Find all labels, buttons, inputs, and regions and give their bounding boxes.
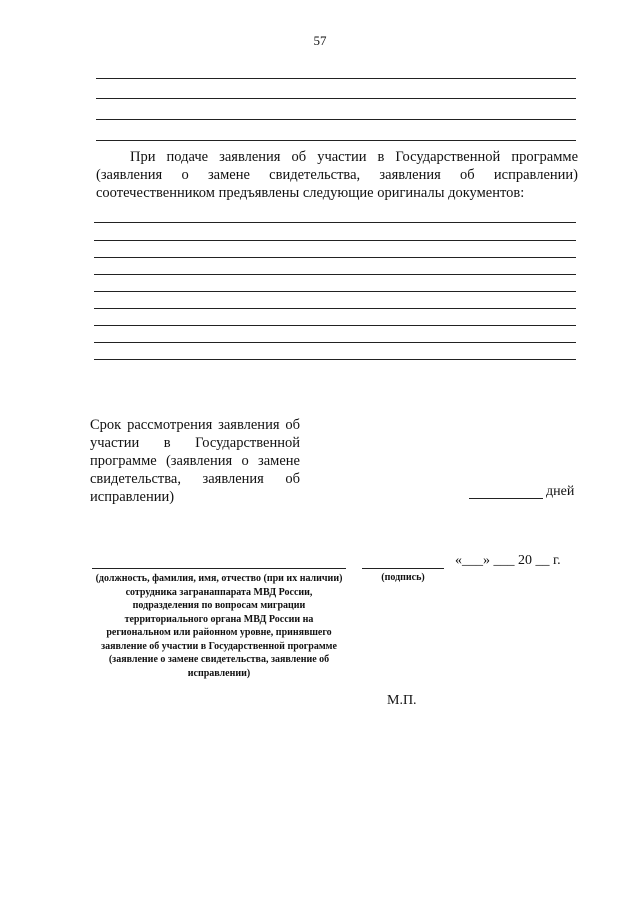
blank-line [94, 359, 576, 360]
blank-line [94, 308, 576, 309]
blank-line [96, 119, 576, 120]
official-caption: (должность, фамилия, имя, отчество (при их наличии) сотрудника загранаппарата МВД России, подразделения по вопросам миграции территориального органа МВД России на региональном или районном уровне, принявшего заявление об участии в Государственной программе (заявление о замене свидетельства, заявление об исправлении) [95, 573, 343, 679]
blank-line [96, 78, 576, 79]
blank-line [94, 274, 576, 275]
blank-line [96, 98, 576, 99]
documents-paragraph: При подаче заявления об участии в Государственной программе (заявления о замене свидетельства, заявления об исправлении) соотечественником предъявлены следующие оригиналы документов: [96, 149, 578, 201]
blank-line [94, 240, 576, 241]
page-number: 57 [313, 33, 327, 48]
days-blank [469, 498, 543, 499]
blank-line [94, 291, 576, 292]
signature-caption: (подпись) [381, 572, 425, 583]
blank-line [94, 342, 576, 343]
stamp-place: М.П. [387, 693, 417, 708]
date-field: «___» ___ 20 __ г. [455, 553, 561, 568]
review-term-label: Срок рассмотрения заявления об участии в Государственной программе (заявления о замене свидетельства, заявления об исправлении) [90, 417, 300, 505]
official-name-blank [92, 568, 346, 569]
signature-blank [362, 568, 444, 569]
blank-line [94, 325, 576, 326]
days-label: дней [546, 484, 575, 499]
blank-line [94, 257, 576, 258]
blank-line [94, 222, 576, 223]
blank-line [96, 140, 576, 141]
